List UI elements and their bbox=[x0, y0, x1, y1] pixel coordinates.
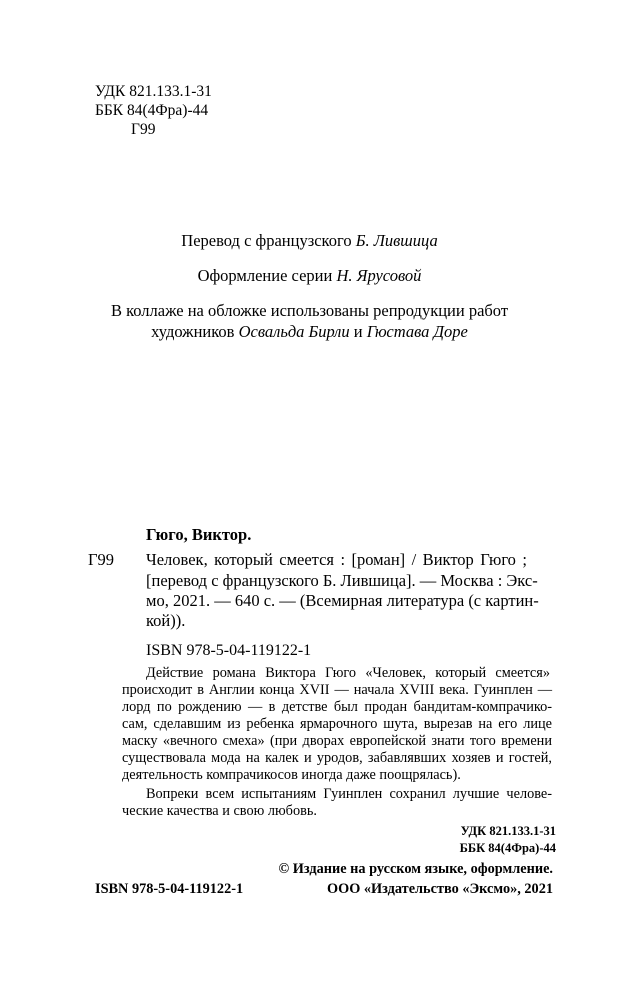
collage-credit-line1: В коллаже на обложке использованы репродукции работ bbox=[110, 301, 509, 320]
annotation-line: маску «вечного смеха» (при дворах европейской знати того времени bbox=[122, 733, 552, 749]
bib-line: Человек, который смеется : [роман] / Виктор Гюго ; bbox=[146, 550, 527, 569]
footer-bbk-code: ББК 84(4Фра)-44 bbox=[459, 841, 556, 855]
copyright-line1: © Издание на русском языке, оформление. bbox=[278, 861, 553, 877]
design-prefix: Оформление серии bbox=[197, 266, 337, 285]
annotation-line: Действие романа Виктора Гюго «Человек, который смеется» bbox=[146, 665, 550, 681]
designer-name: Н. Ярусовой bbox=[336, 266, 422, 285]
translation-prefix: Перевод с французского bbox=[181, 231, 356, 250]
isbn-number: ISBN 978-5-04-119122-1 bbox=[146, 642, 312, 659]
footer-udk-code: УДК 821.133.1-31 bbox=[460, 824, 556, 838]
collage-line2-prefix: художников bbox=[151, 322, 239, 341]
conjunction: и bbox=[349, 322, 367, 341]
translation-credit bbox=[0, 231, 619, 251]
author-sign: Г99 bbox=[131, 121, 156, 138]
annotation-line: Вопреки всем испытаниям Гуинплен сохранил лучшие челове- bbox=[146, 786, 552, 802]
collage-credit-line2 bbox=[0, 322, 619, 342]
annotation-line: деятельность компрачикосов иногда даже поощрялась). bbox=[122, 767, 461, 783]
annotation-line: происходит в Англии конца XVII — начала XVIII века. Гуинплен — bbox=[122, 682, 552, 698]
annotation-line: лорд по рождению — в детстве был продан бандитам-компрачико- bbox=[122, 699, 552, 715]
design-credit bbox=[0, 266, 619, 286]
bbk-code: ББК 84(4Фра)-44 bbox=[95, 102, 209, 119]
bib-line: кой)). bbox=[146, 611, 186, 630]
translator-name: Б. Лившица bbox=[355, 231, 438, 250]
artist-name-1: Освальда Бирли bbox=[238, 322, 350, 341]
bib-line: [перевод с французского Б. Лившица]. — Москва : Экс- bbox=[146, 571, 538, 590]
artist-name-2: Гюстава Доре bbox=[366, 322, 468, 341]
copyright-line2: ООО «Издательство «Эксмо», 2021 bbox=[326, 881, 553, 897]
udk-code: УДК 821.133.1-31 bbox=[95, 83, 212, 100]
bib-author-sign: Г99 bbox=[88, 550, 115, 569]
author-heading: Гюго, Виктор. bbox=[146, 525, 252, 544]
annotation-line: существовала мода на калек и уродов, забавлявших хозяев и гостей, bbox=[122, 750, 552, 766]
bib-line: мо, 2021. — 640 с. — (Всемирная литература (с картин- bbox=[146, 591, 539, 610]
annotation-line: ческие качества и свою любовь. bbox=[122, 803, 317, 819]
annotation-line: сам, сделавшим из ребенка ярмарочного шута, вырезав на его лице bbox=[122, 716, 552, 732]
footer-isbn: ISBN 978-5-04-119122-1 bbox=[95, 881, 244, 897]
